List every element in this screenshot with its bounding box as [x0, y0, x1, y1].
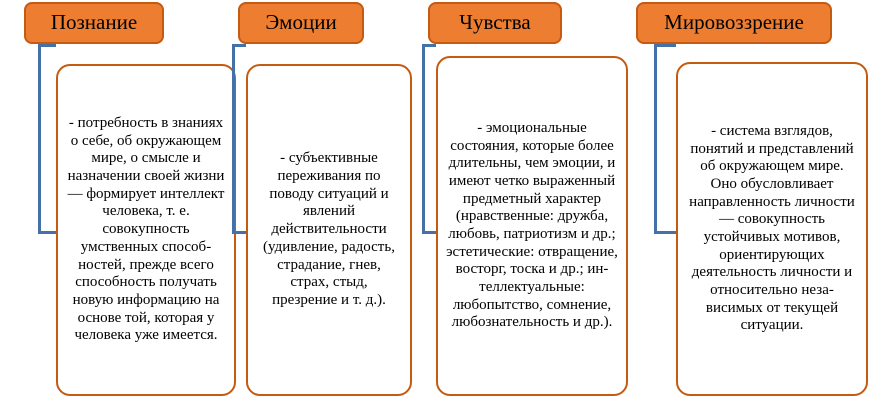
column-body-text: - система взглядов, понятий и представлений об окружающем мире. Оно обусловливает направленность личности — совокупность устойчивых мотивов, ориентирующих деятельность личности и относительно неза-висимых от текущей ситуации. — [689, 122, 855, 334]
column-body-poznanie — [56, 64, 236, 396]
column-body-mirovozzrenie — [676, 62, 868, 396]
column-header-label: Эмоции — [265, 10, 337, 35]
column-body-text: - эмоциональные состояния, которые более длительны, чем эмоции, и имеют четко выраженный предметный характер (нравственные: дружба, любовь, патриотизм и др.; эстетические: отвращение, восторг, тоска и др.; ин-теллектуальные: любопытство, сомнение, любознательность и др.). — [446, 119, 618, 331]
diagram-column-poznanie — [24, 0, 225, 400]
column-body-text: - потребность в знаниях о себе, об окружающем мире, о смысле и назначении своей жизни — формирует интеллект человека, т. е. совокупность умственных способ-ностей, прежде всего способность получать новую информацию на основе той, которая у человека уже имеется. — [67, 115, 225, 344]
diagram-column-emotsii — [224, 0, 406, 400]
connector-bracket-mirovozzrenie — [654, 44, 676, 234]
diagram-column-mirovozzrenie — [632, 0, 868, 400]
column-body-chuvstva — [436, 56, 628, 396]
column-header-label: Чувства — [459, 10, 531, 35]
column-header-mirovozzrenie — [636, 2, 832, 44]
connector-bracket-emotsii — [232, 44, 246, 234]
column-header-label: Познание — [50, 10, 138, 35]
diagram-column-chuvstva — [418, 0, 618, 400]
column-body-emotsii — [246, 64, 412, 396]
column-body-text: - субъективные переживания по поводу ситуаций и явлений действительности (удивление, радость, страдание, гнев, страх, стыд, презрение и т. д.). — [263, 150, 395, 308]
column-header-poznanie — [24, 2, 164, 44]
column-header-chuvstva — [428, 2, 562, 44]
column-header-emotsii — [238, 2, 364, 44]
connector-bracket-chuvstva — [422, 44, 436, 234]
column-header-label: Мировоззрение — [664, 10, 804, 35]
connector-bracket-poznanie — [38, 44, 56, 234]
